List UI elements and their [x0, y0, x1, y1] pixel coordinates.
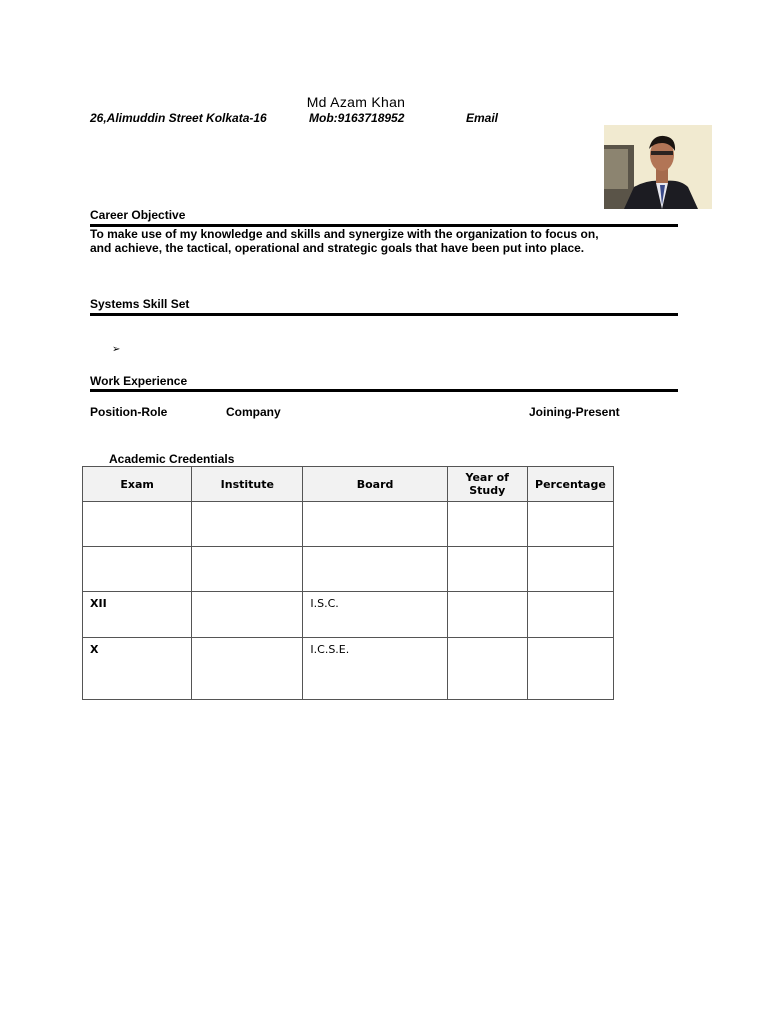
career-objective-text	[90, 227, 680, 255]
table-cell	[527, 502, 613, 547]
table-cell	[192, 547, 303, 592]
work-experience-heading: Work Experience	[90, 374, 188, 388]
address: 26,Alimuddin Street Kolkata-16	[90, 111, 267, 125]
position-role-label: Position-Role	[90, 405, 168, 419]
table-row	[83, 638, 614, 700]
table-row	[83, 592, 614, 638]
table-cell	[447, 547, 527, 592]
arrow-bullet-icon: ➢	[112, 344, 121, 355]
table-cell	[527, 638, 613, 700]
table-row	[83, 547, 614, 592]
career-objective-line-2: and achieve, the tactical, operational and strategic goals that have been put into place.	[90, 241, 585, 255]
header-year-of-study	[447, 467, 527, 502]
table-cell	[447, 638, 527, 700]
table-cell: I.S.C.	[303, 592, 447, 638]
table-cell	[192, 592, 303, 638]
email-label: Email	[466, 111, 499, 125]
systems-skill-set-heading: Systems Skill Set	[90, 297, 190, 311]
career-objective-line-1: To make use of my knowledge and skills and synergize with the organization to focus on,	[90, 227, 599, 241]
header-percentage: Percentage	[527, 467, 613, 502]
table-cell	[192, 502, 303, 547]
table-cell	[447, 592, 527, 638]
work-experience-divider	[90, 389, 678, 392]
header-board: Board	[303, 467, 447, 502]
table-cell	[192, 638, 303, 700]
table-cell	[527, 547, 613, 592]
table-row	[83, 502, 614, 547]
systems-skill-set-divider	[90, 313, 678, 316]
header-exam: Exam	[83, 467, 192, 502]
candidate-name: Md Azam Khan	[306, 94, 406, 110]
joining-present-label: Joining-Present	[529, 405, 620, 419]
academic-credentials-table	[82, 466, 614, 700]
table-cell	[83, 547, 192, 592]
academic-credentials-heading: Academic Credentials	[109, 452, 235, 466]
table-cell	[303, 502, 447, 547]
table-cell: I.C.S.E.	[303, 638, 447, 700]
header-year-of-study-text: Year of Study	[465, 471, 509, 497]
table-cell: X	[83, 638, 192, 700]
table-cell	[527, 592, 613, 638]
mobile-number: Mob:9163718952	[309, 111, 405, 125]
header-institute: Institute	[192, 467, 303, 502]
table-header-row	[83, 467, 614, 502]
table-cell	[83, 502, 192, 547]
profile-photo	[604, 125, 712, 209]
table-cell	[447, 502, 527, 547]
table-cell: XII	[83, 592, 192, 638]
company-label: Company	[226, 405, 281, 419]
career-objective-heading: Career Objective	[90, 208, 186, 222]
profile-photo-graphic	[604, 125, 712, 209]
table-cell	[303, 547, 447, 592]
